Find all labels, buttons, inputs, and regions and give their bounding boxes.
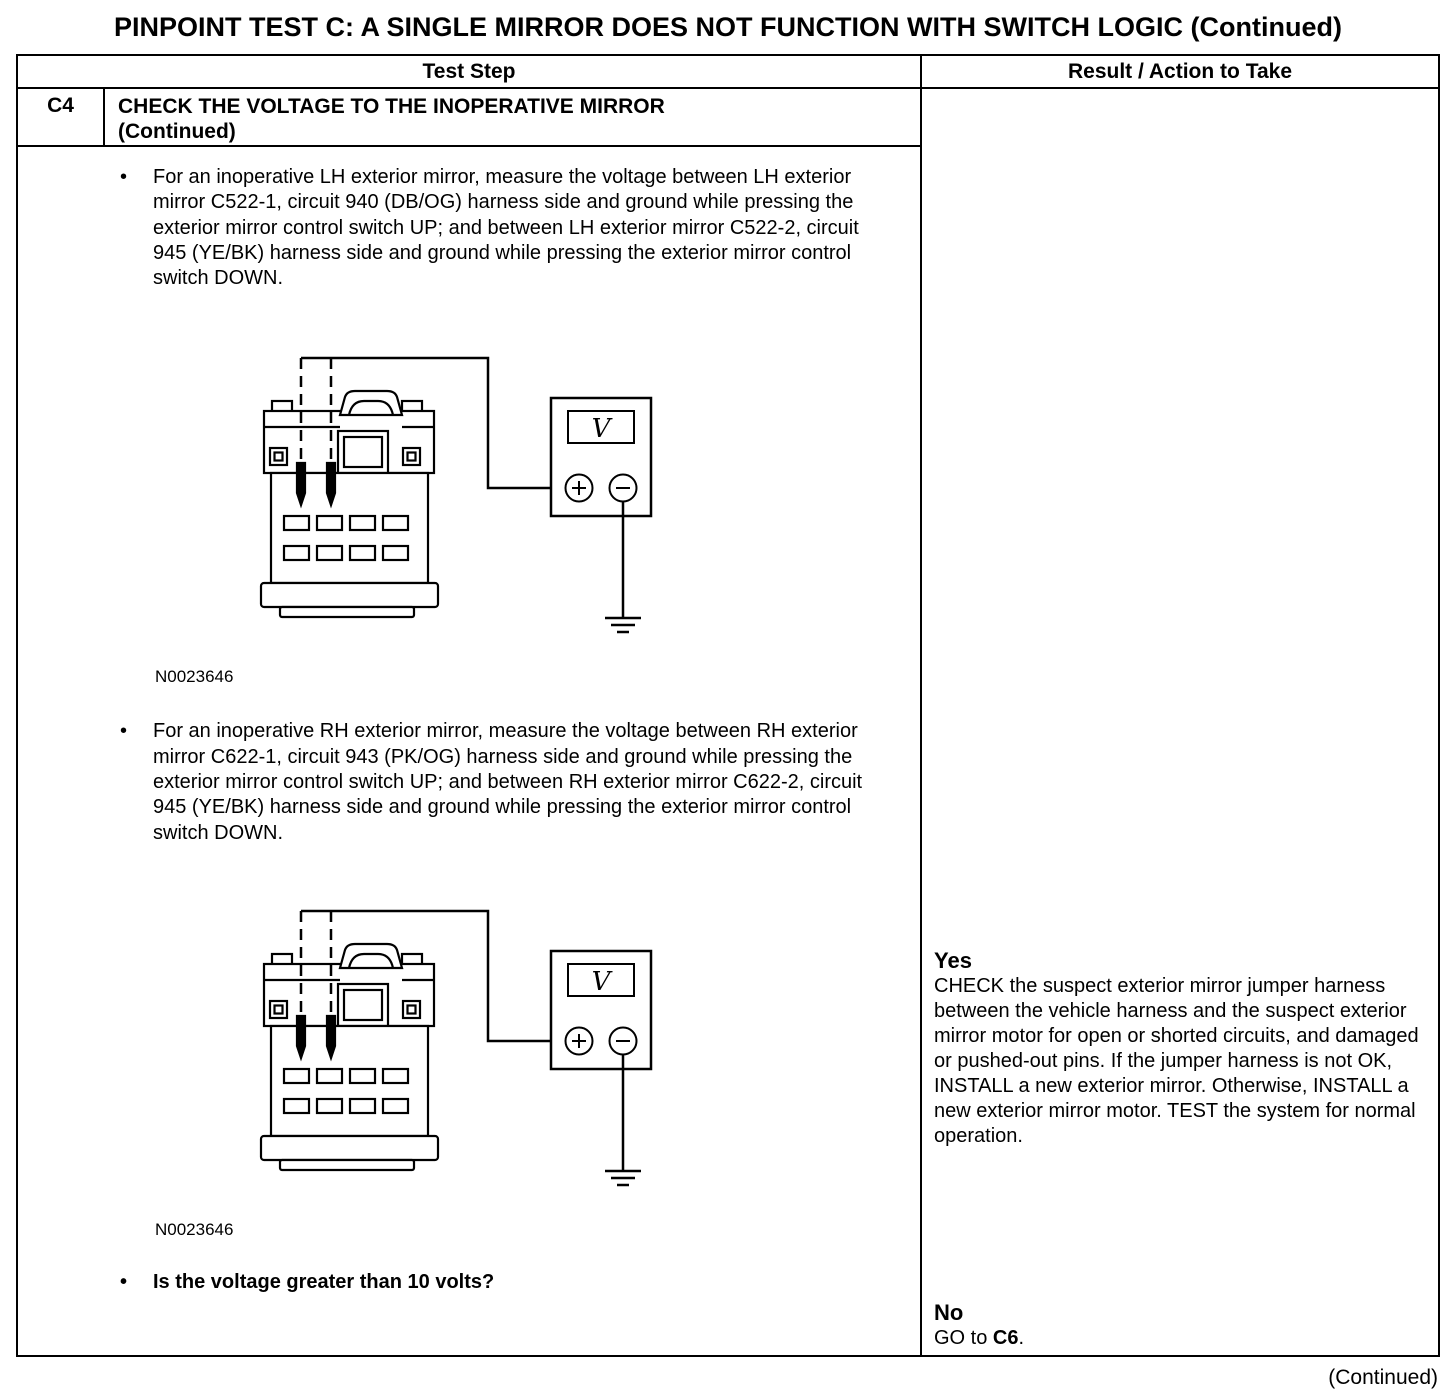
continued-footer: (Continued)	[1328, 1366, 1438, 1389]
connector-voltmeter-diagram	[256, 353, 656, 645]
column-header-result: Result / Action to Take	[920, 56, 1438, 87]
instruction-rh-text: For an inoperative RH exterior mirror, measure the voltage between RH exterior mirror C622-1, circuit 943 (PK/OG) harness side and ground while pressing the exterior mirror control switch UP; and between RH exterior mirror C622-2, circuit 945 (YE/BK) harness side and ground while pressing the exterior mirror control switch DOWN.	[153, 720, 863, 844]
step-body	[18, 147, 920, 1295]
instruction-lh-text: For an inoperative LH exterior mirror, measure the voltage between LH exterior mirror C522-1, circuit 940 (DB/OG) harness side and ground while pressing the exterior mirror control switch UP; and between LH exterior mirror C522-2, circuit 945 (YE/BK) harness side and ground while pressing the exterior mirror control switch DOWN.	[153, 166, 859, 290]
test-question	[18, 1270, 920, 1295]
column-header-test-step: Test Step	[422, 59, 516, 83]
no-action-suffix: .	[1018, 1327, 1025, 1349]
step-id: C4	[18, 89, 105, 145]
result-action-column	[920, 89, 1438, 1355]
step-title-line1: CHECK THE VOLTAGE TO THE INOPERATIVE MIRROR	[118, 95, 665, 118]
figure-lh-connector	[18, 353, 920, 687]
bullet-icon: •	[120, 166, 128, 188]
test-question-text: Is the voltage greater than 10 volts?	[153, 1270, 495, 1293]
page-title: PINPOINT TEST C: A SINGLE MIRROR DOES NOT FUNCTION WITH SWITCH LOGIC (Continued)	[114, 12, 1342, 42]
instruction-rh-mirror	[18, 719, 920, 845]
no-result-block	[934, 1299, 1426, 1351]
no-action-step-ref: C6	[992, 1327, 1019, 1349]
table-body	[18, 89, 1438, 1355]
no-action-prefix: GO to	[934, 1327, 993, 1349]
step-title-line2: (Continued)	[118, 120, 236, 143]
figure-caption: N0023646	[155, 667, 234, 687]
table-header-row	[18, 56, 1438, 89]
no-action-text	[934, 1326, 1426, 1351]
instruction-lh-mirror	[18, 165, 920, 291]
step-header-row	[18, 89, 920, 147]
bullet-icon: •	[120, 720, 128, 743]
yes-action-text: CHECK the suspect exterior mirror jumper harness between the vehicle harness and the suspect exterior mirror motor for open or shorted circuits, and damaged or pushed-out pins. If the jumper harness is not OK, INSTALL a new exterior mirror. Otherwise, INSTALL a new exterior mirror motor. TEST the system for normal operation.	[934, 975, 1419, 1147]
figure-rh-connector	[18, 906, 920, 1240]
figure-caption: N0023646	[155, 1219, 234, 1239]
yes-label: Yes	[934, 948, 972, 973]
pinpoint-test-table	[16, 54, 1440, 1357]
test-step-column	[18, 89, 920, 1355]
step-title	[105, 89, 673, 145]
no-label: No	[934, 1300, 964, 1325]
connector-voltmeter-diagram	[256, 906, 656, 1198]
bullet-icon: •	[120, 1270, 128, 1293]
yes-result-block	[934, 947, 1426, 1149]
